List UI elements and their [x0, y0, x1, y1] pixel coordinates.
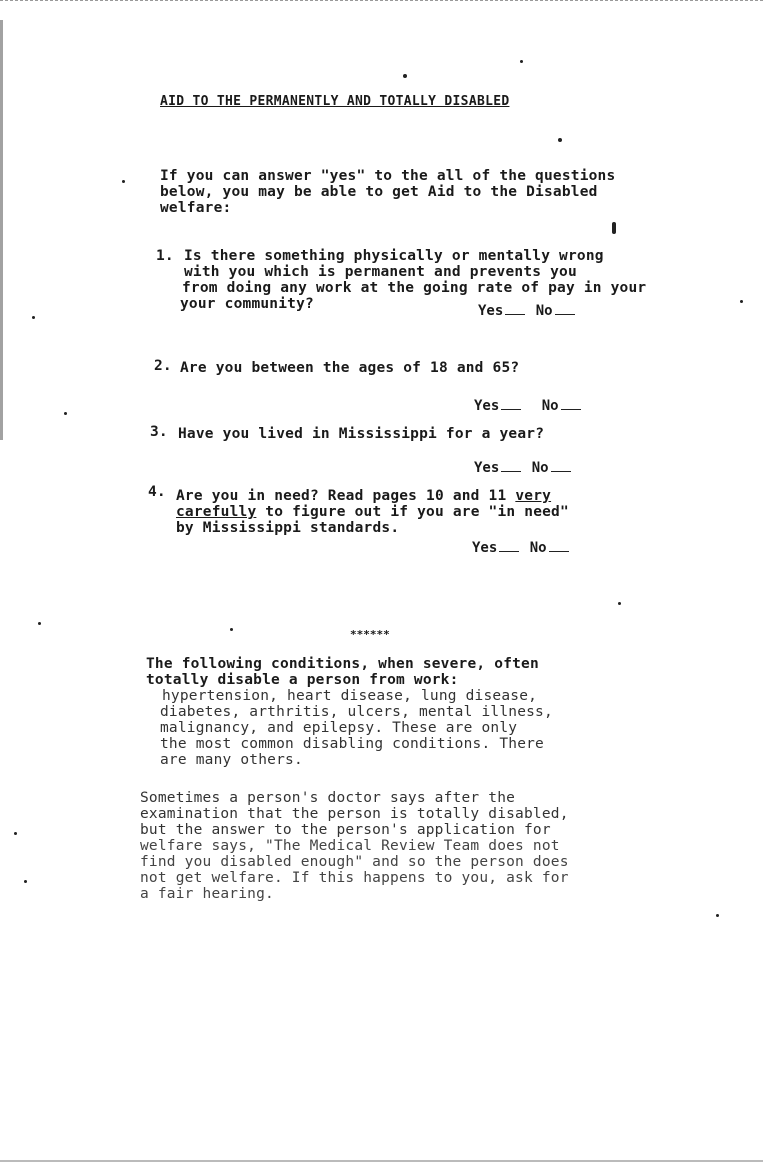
scan-speck: [618, 602, 621, 605]
intro-line: welfare:: [160, 200, 232, 216]
no-label: No: [541, 398, 559, 414]
top-edge: [0, 0, 763, 2]
scan-speck: [716, 914, 719, 917]
document-title: AID TO THE PERMANENTLY AND TOTALLY DISABLED: [160, 94, 510, 109]
scan-speck: [38, 622, 41, 625]
conditions-line: The following conditions, when severe, often: [146, 656, 539, 672]
conditions-line: malignancy, and epilepsy. These are only: [160, 720, 518, 736]
question-line: from doing any work at the going rate of pay in your: [182, 280, 647, 296]
answer-choices: [474, 398, 583, 414]
question-number: 2.: [154, 358, 172, 374]
no-blank[interactable]: [549, 551, 569, 552]
no-label: No: [529, 540, 547, 556]
yes-blank[interactable]: [501, 409, 521, 410]
no-blank[interactable]: [561, 409, 581, 410]
yes-label: Yes: [474, 460, 500, 476]
closing-line: examination that the person is totally disabled,: [140, 806, 569, 822]
scan-speck: [403, 74, 407, 78]
question-number: 3.: [150, 424, 168, 440]
question-emphasis: very: [515, 488, 552, 504]
answer-choices: [472, 540, 571, 556]
no-label: No: [535, 303, 553, 319]
question-line: Are you between the ages of 18 and 65?: [180, 360, 520, 376]
question-line: [176, 504, 569, 520]
yes-blank[interactable]: [499, 551, 519, 552]
no-blank[interactable]: [555, 314, 575, 315]
conditions-line: hypertension, heart disease, lung disease,: [162, 688, 538, 704]
scan-speck: [24, 880, 27, 883]
intro-line: If you can answer "yes" to the all of the questions: [160, 168, 616, 184]
closing-line: but the answer to the person's application for: [140, 822, 551, 838]
question-text: to figure out if you are "in need": [256, 504, 569, 520]
question-number: 1.: [156, 248, 174, 264]
closing-line: welfare says, "The Medical Review Team does not: [140, 838, 560, 854]
scan-speck: [64, 412, 67, 415]
scan-speck: [230, 628, 233, 631]
question-emphasis: carefully: [176, 504, 257, 520]
intro-line: below, you may be able to get Aid to the Disabled: [160, 184, 598, 200]
separator-stars: ******: [350, 628, 390, 641]
scan-speck: [740, 300, 743, 303]
question-number: 4.: [148, 484, 166, 500]
question-line: [176, 488, 551, 504]
scan-speck: [612, 222, 616, 234]
scan-speck: [14, 832, 17, 835]
yes-label: Yes: [474, 398, 500, 414]
yes-label: Yes: [472, 540, 498, 556]
conditions-line: diabetes, arthritis, ulcers, mental illness,: [160, 704, 553, 720]
scan-speck: [32, 316, 35, 319]
yes-label: Yes: [478, 303, 504, 319]
answer-choices: [474, 460, 573, 476]
conditions-line: are many others.: [160, 752, 303, 768]
scan-speck: [122, 180, 125, 183]
closing-line: find you disabled enough" and so the person does: [140, 854, 569, 870]
question-line: with you which is permanent and prevents you: [184, 264, 577, 280]
closing-line: a fair hearing.: [140, 886, 274, 902]
no-label: No: [531, 460, 549, 476]
closing-line: not get welfare. If this happens to you, ask for: [140, 870, 569, 886]
scan-speck: [520, 60, 523, 63]
conditions-line: the most common disabling conditions. There: [160, 736, 544, 752]
conditions-line: totally disable a person from work:: [146, 672, 459, 688]
closing-line: Sometimes a person's doctor says after the: [140, 790, 516, 806]
yes-blank[interactable]: [501, 471, 521, 472]
answer-choices: [478, 303, 577, 319]
yes-blank[interactable]: [505, 314, 525, 315]
bottom-edge: [0, 1160, 763, 1162]
left-edge-mark: [0, 20, 3, 440]
question-text: Are you in need? Read pages 10 and 11: [176, 488, 516, 504]
no-blank[interactable]: [551, 471, 571, 472]
question-line: Is there something physically or mentally wrong: [184, 248, 604, 264]
question-line: Have you lived in Mississippi for a year?: [178, 426, 545, 442]
question-line: your community?: [180, 296, 314, 312]
question-line: by Mississippi standards.: [176, 520, 400, 536]
scan-speck: [558, 138, 562, 142]
